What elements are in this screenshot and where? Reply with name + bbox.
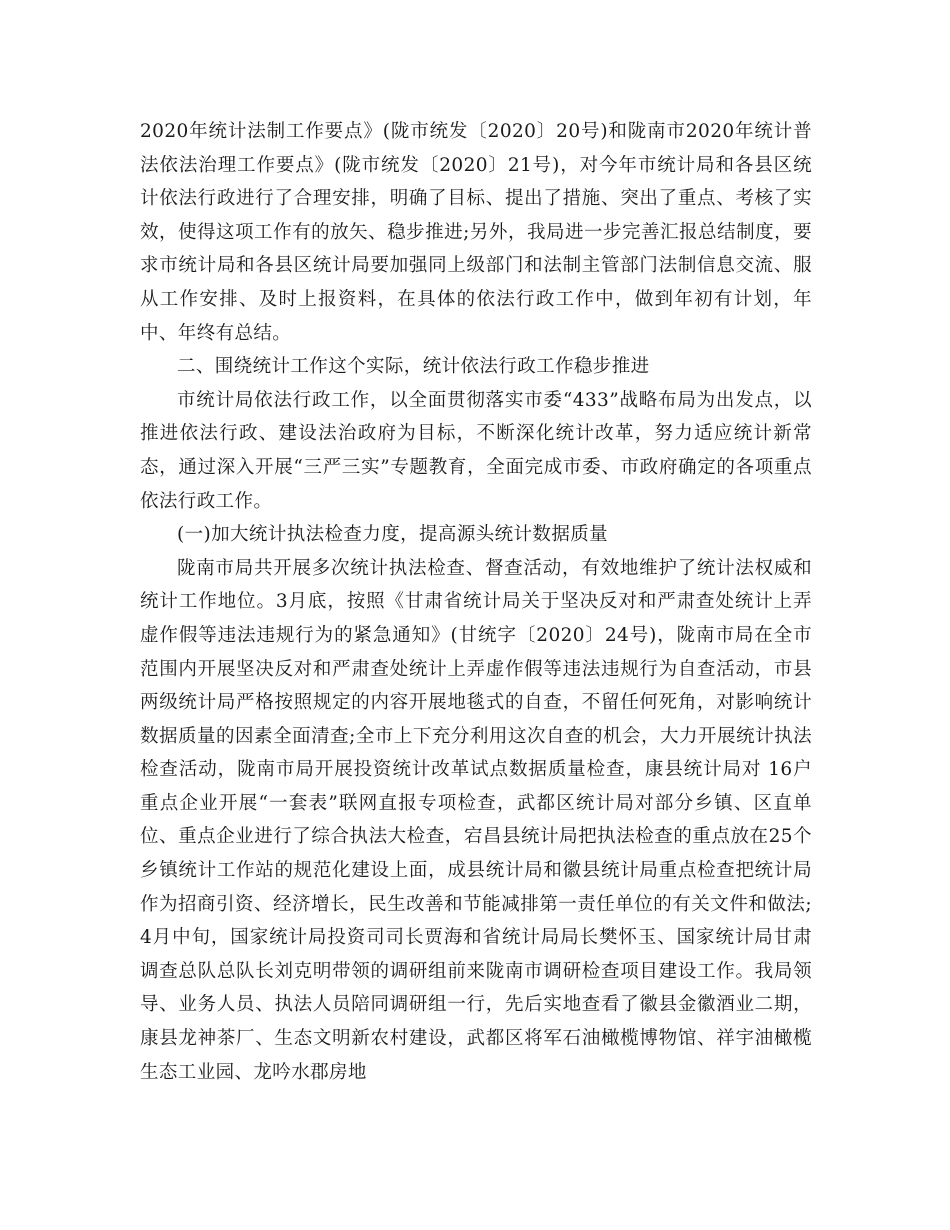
document-body: [140, 115, 812, 1089]
paragraph-5: 陇南市局共开展多次统计执法检查、督查活动，有效地维护了统计法权威和统计工作地位。3月底，按照《甘肃省统计局关于坚决反对和严肃查处统计上弄虚作假等违法违规行为的紧急通知》(甘统字〔2020〕24号)，陇南市局在全市范围内开展坚决反对和严肃查处统计上弄虚作假等违法违规行为自查活动，市县两级统计局严格按照规定的内容开展地毯式的自查，不留任何死角，对影响统计数据质量的因素全面清查;全市上下充分利用这次自查的机会，大力开展统计执法检查活动，陇南市局开展投资统计改革试点数据质量检查，康县统计局对 16户重点企业开展“一套表”联网直报专项检查，武都区统计局对部分乡镇、区直单位、重点企业进行了综合执法大检查，宕昌县统计局把执法检查的重点放在25个乡镇统计工作站的规范化建设上面，成县统计局和徽县统计局重点检查把统计局作为招商引资、经济增长，民生改善和节能减排第一责任单位的有关文件和做法; 4月中旬，国家统计局投资司司长贾海和省统计局局长樊怀玉、国家统计局甘肃调查总队总队长刘克明带领的调研组前来陇南市调研检查项目建设工作。我局领导、业务人员、执法人员陪同调研组一行，先后实地查看了徽县金徽酒业二期，康县龙神茶厂、生态文明新农村建设，武都区将军石油橄榄博物馆、祥宇油橄榄生态工业园、龙吟水郡房地: [140, 557, 812, 1083]
paragraph-3: 市统计局依法行政工作，以全面贯彻落实市委“433”战略布局为出发点，以推进依法行政、建设法治政府为目标，不断深化统计改革，努力适应统计新常态，通过深入开展“三严三实”专题教育，全面完成市委、市政府确定的各项重点依法行政工作。: [140, 389, 812, 512]
paragraph-1: 2020年统计法制工作要点》(陇市统发〔2020〕20号)和陇南市2020年统计普法依法治理工作要点》(陇市统发〔2020〕21号)，对今年市统计局和各县区统计依法行政进行了合理安排，明确了目标、提出了措施、突出了重点、考核了实效，使得这项工作有的放矢、稳步推进;另外，我局进一步完善汇报总结制度，要求市统计局和各县区统计局要加强同上级部门和法制主管部门法制信息交流、服从工作安排、及时上报资料，在具体的依法行政工作中，做到年初有计划，年中、年终有总结。: [140, 121, 812, 344]
subsection-heading-1: (一)加大统计执法检查力度，提高源头统计数据质量: [177, 524, 609, 546]
section-heading-2: 二、围绕统计工作这个实际，统计依法行政工作稳步推进: [177, 356, 650, 378]
